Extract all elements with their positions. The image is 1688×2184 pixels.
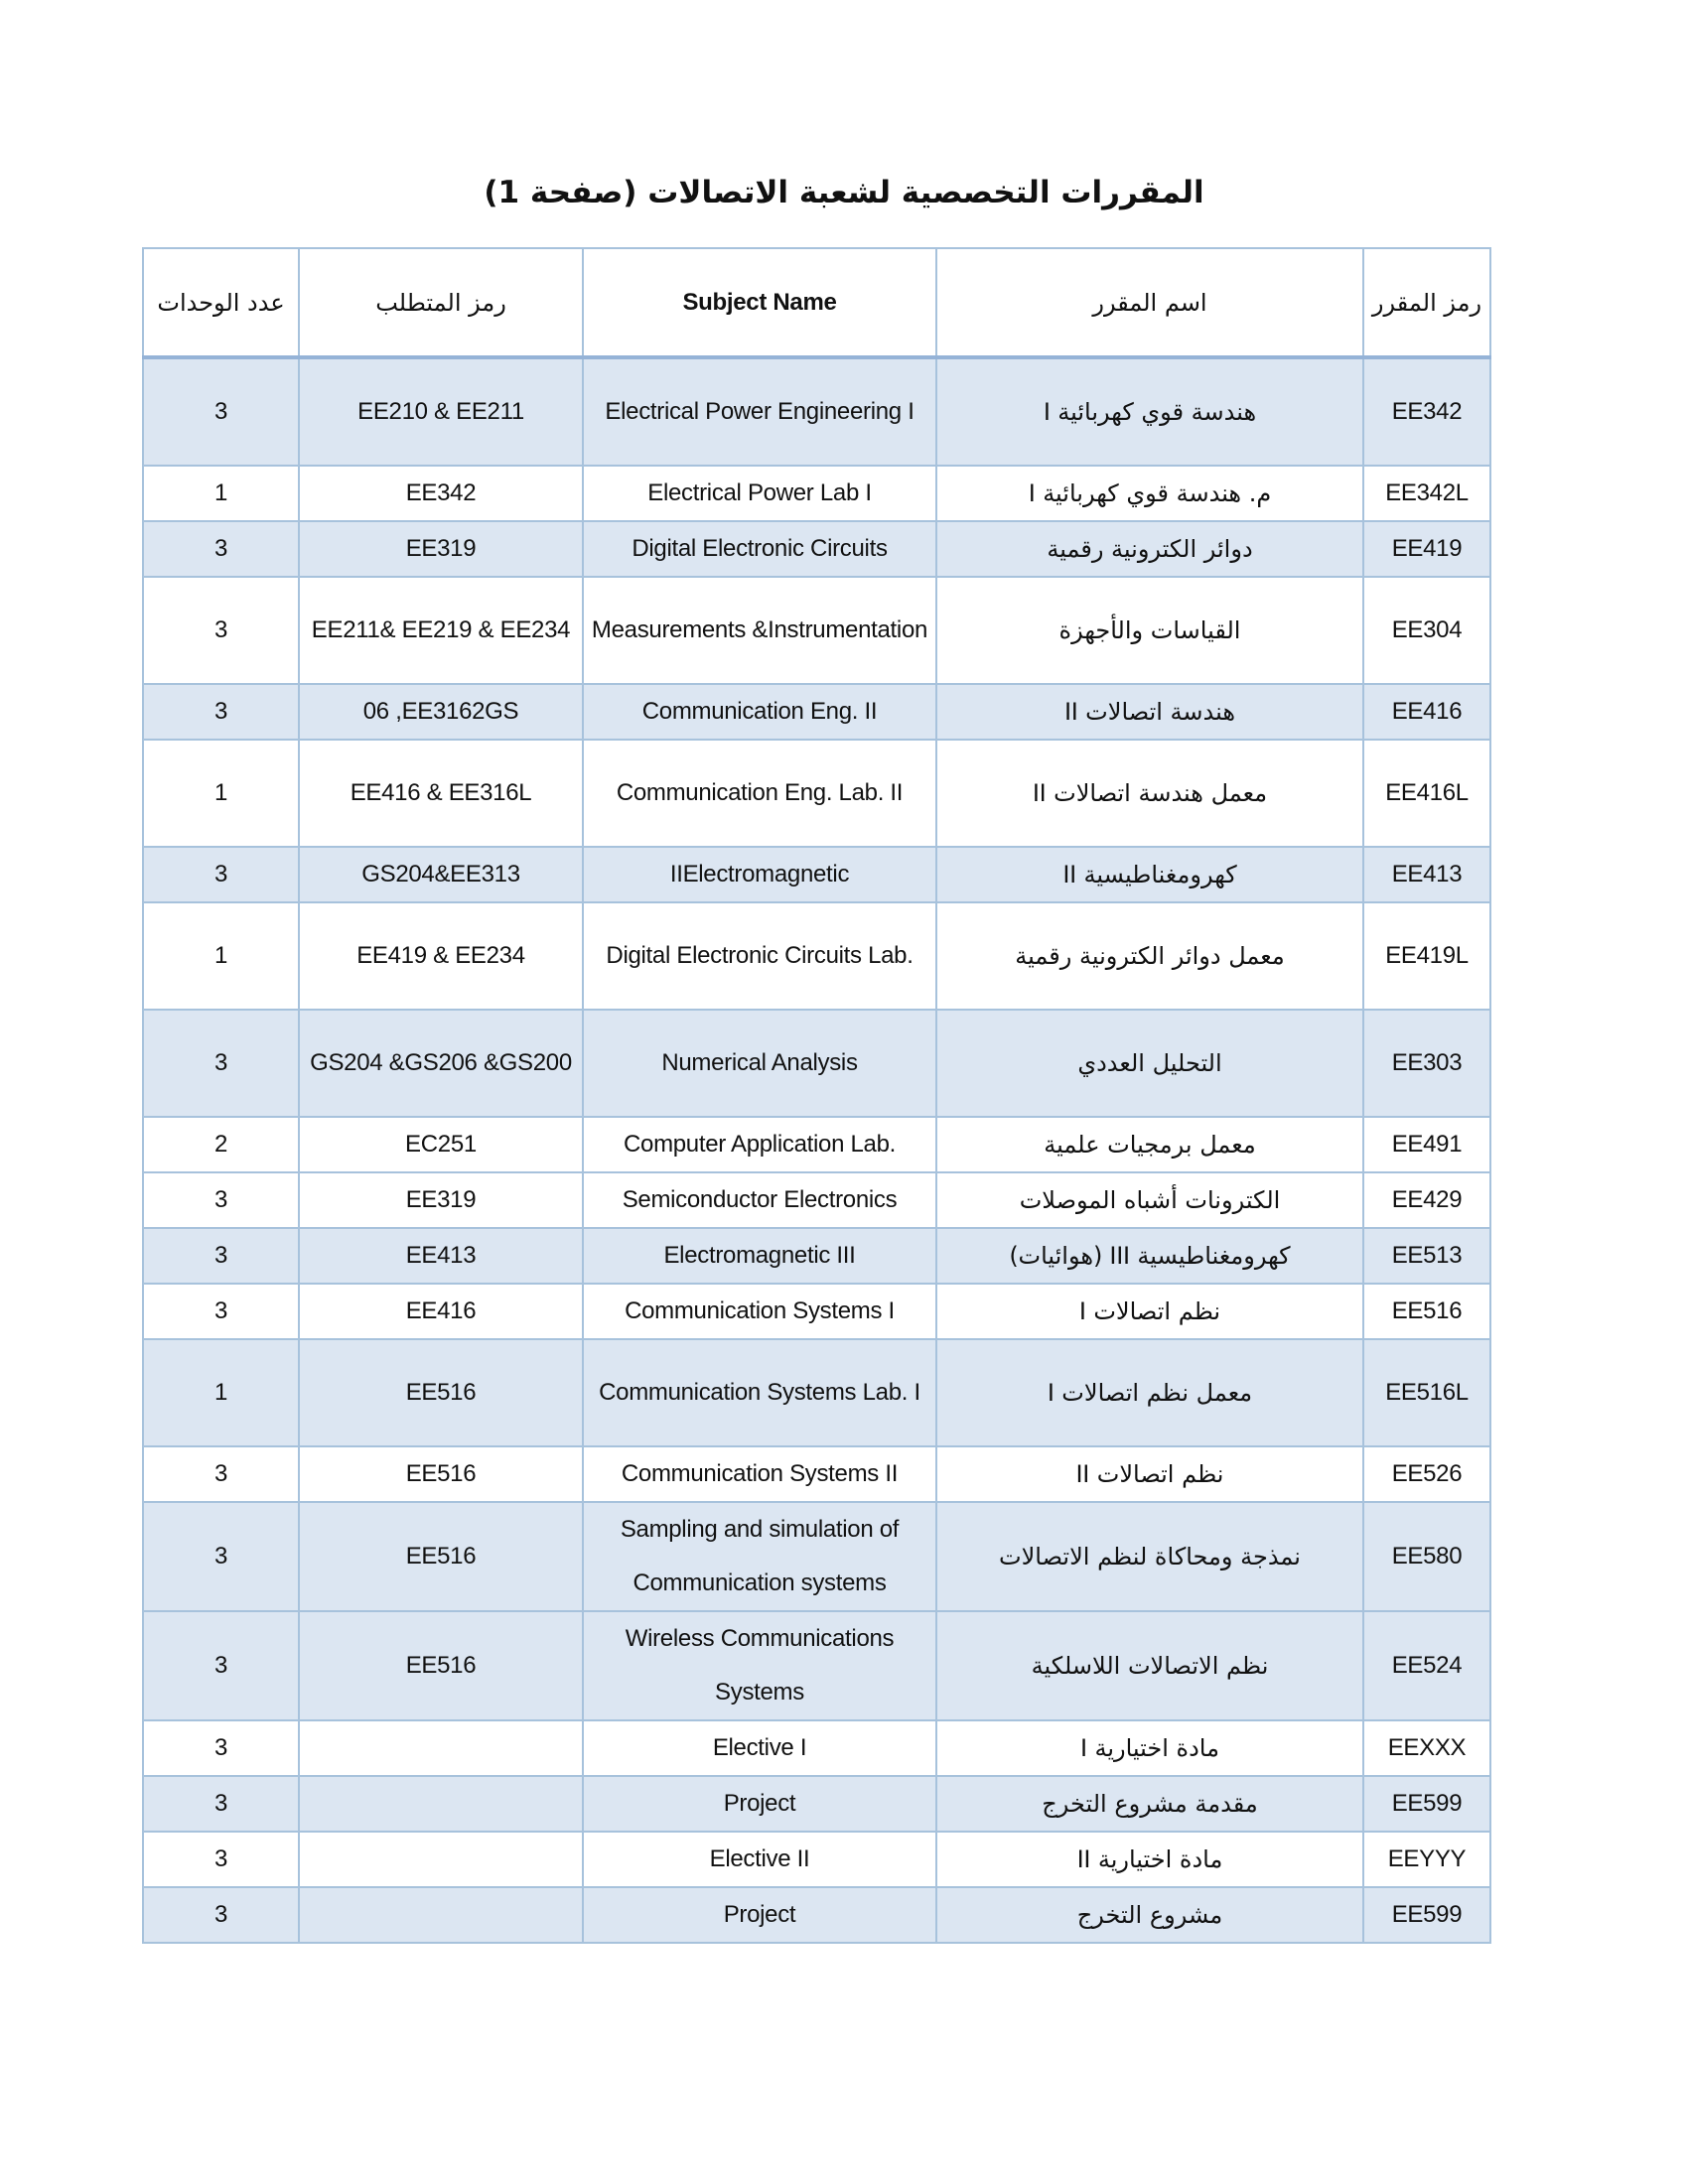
course-name-ar-cell: معمل برمجيات علمية: [936, 1117, 1363, 1172]
units-cell: 3: [143, 1172, 299, 1228]
subject-name-cell: IIElectromagnetic: [583, 847, 936, 902]
units-cell: 3: [143, 1832, 299, 1887]
subject-name-cell: Electrical Power Lab I: [583, 466, 936, 521]
course-code-cell: EE599: [1363, 1776, 1490, 1832]
course-name-ar-cell: دوائر الكترونية رقمية: [936, 521, 1363, 577]
table-row: [143, 1502, 1490, 1611]
subject-name-cell: Elective I: [583, 1720, 936, 1776]
prerequisite-cell: [299, 1776, 583, 1832]
course-name-ar-cell: كهرومغناطيسية II: [936, 847, 1363, 902]
header-prerequisite: رمز المتطلب: [299, 248, 583, 357]
course-code-cell: EE342L: [1363, 466, 1490, 521]
subject-name-cell: Project: [583, 1887, 936, 1943]
units-cell: 3: [143, 1446, 299, 1502]
prerequisite-cell: EE516: [299, 1611, 583, 1720]
courses-table: [142, 247, 1491, 1944]
prerequisite-cell: EE416 & EE316L: [299, 740, 583, 847]
prerequisite-cell: EE413: [299, 1228, 583, 1284]
course-code-cell: EE342: [1363, 357, 1490, 466]
subject-name-cell: Electrical Power Engineering I: [583, 357, 936, 466]
table-row: [143, 1228, 1490, 1284]
units-cell: 3: [143, 521, 299, 577]
table-row: [143, 1117, 1490, 1172]
table-row: [143, 1776, 1490, 1832]
table-row: [143, 357, 1490, 466]
prerequisite-cell: EE211& EE219 & EE234: [299, 577, 583, 684]
subject-name-cell: Project: [583, 1776, 936, 1832]
subject-name-cell: Sampling and simulation of Communication systems: [583, 1502, 936, 1611]
course-name-ar-cell: مشروع التخرج: [936, 1887, 1363, 1943]
course-name-ar-cell: مادة اختيارية I: [936, 1720, 1363, 1776]
subject-name-cell: Numerical Analysis: [583, 1010, 936, 1117]
prerequisite-cell: EE516: [299, 1339, 583, 1446]
subject-name-cell: Electromagnetic III: [583, 1228, 936, 1284]
prerequisite-cell: EE416: [299, 1284, 583, 1339]
course-name-ar-cell: التحليل العددي: [936, 1010, 1363, 1117]
subject-name-cell: Communication Systems II: [583, 1446, 936, 1502]
course-name-ar-cell: هندسة قوي كهربائية I: [936, 357, 1363, 466]
units-cell: 3: [143, 577, 299, 684]
prerequisite-cell: [299, 1887, 583, 1943]
prerequisite-cell: [299, 1832, 583, 1887]
course-name-ar-cell: نظم اتصالات II: [936, 1446, 1363, 1502]
units-cell: 3: [143, 1611, 299, 1720]
table-row: [143, 1172, 1490, 1228]
prerequisite-cell: [299, 1720, 583, 1776]
table-row: [143, 521, 1490, 577]
course-code-cell: EE516: [1363, 1284, 1490, 1339]
prerequisite-cell: GS204&EE313: [299, 847, 583, 902]
course-code-cell: EE413: [1363, 847, 1490, 902]
subject-name-cell: Digital Electronic Circuits: [583, 521, 936, 577]
header-units: عدد الوحدات: [143, 248, 299, 357]
table-row: [143, 1887, 1490, 1943]
course-name-ar-cell: نمذجة ومحاكاة لنظم الاتصالات: [936, 1502, 1363, 1611]
table-row: [143, 902, 1490, 1010]
units-cell: 3: [143, 1502, 299, 1611]
course-name-ar-cell: القياسات والأجهزة: [936, 577, 1363, 684]
header-subject-name: Subject Name: [583, 248, 936, 357]
course-code-cell: EEYYY: [1363, 1832, 1490, 1887]
course-code-cell: EE416: [1363, 684, 1490, 740]
units-cell: 3: [143, 1284, 299, 1339]
prerequisite-cell: 06 ,EE3162GS: [299, 684, 583, 740]
units-cell: 3: [143, 1776, 299, 1832]
units-cell: 1: [143, 1339, 299, 1446]
course-name-ar-cell: هندسة اتصالات II: [936, 684, 1363, 740]
units-cell: 3: [143, 357, 299, 466]
course-code-cell: EE491: [1363, 1117, 1490, 1172]
course-name-ar-cell: معمل نظم اتصالات I: [936, 1339, 1363, 1446]
course-name-ar-cell: مقدمة مشروع التخرج: [936, 1776, 1363, 1832]
units-cell: 1: [143, 740, 299, 847]
units-cell: 3: [143, 1010, 299, 1117]
course-name-ar-cell: م. هندسة قوي كهربائية I: [936, 466, 1363, 521]
prerequisite-cell: EE319: [299, 521, 583, 577]
subject-name-cell: Measurements &Instrumentation: [583, 577, 936, 684]
course-name-ar-cell: معمل دوائر الكترونية رقمية: [936, 902, 1363, 1010]
course-name-ar-cell: نظم اتصالات I: [936, 1284, 1363, 1339]
table-row: [143, 847, 1490, 902]
course-code-cell: EE429: [1363, 1172, 1490, 1228]
units-cell: 1: [143, 902, 299, 1010]
subject-name-cell: Digital Electronic Circuits Lab.: [583, 902, 936, 1010]
units-cell: 1: [143, 466, 299, 521]
prerequisite-cell: EE516: [299, 1446, 583, 1502]
prerequisite-cell: EE419 & EE234: [299, 902, 583, 1010]
prerequisite-cell: EE342: [299, 466, 583, 521]
course-name-ar-cell: نظم الاتصالات اللاسلكية: [936, 1611, 1363, 1720]
course-name-ar-cell: الكترونات أشباه الموصلات: [936, 1172, 1363, 1228]
course-code-cell: EE303: [1363, 1010, 1490, 1117]
subject-name-cell: Semiconductor Electronics: [583, 1172, 936, 1228]
table-row: [143, 1720, 1490, 1776]
subject-name-cell: Communication Eng. Lab. II: [583, 740, 936, 847]
prerequisite-cell: EE210 & EE211: [299, 357, 583, 466]
units-cell: 3: [143, 1720, 299, 1776]
table-row: [143, 1446, 1490, 1502]
course-code-cell: EE416L: [1363, 740, 1490, 847]
units-cell: 2: [143, 1117, 299, 1172]
subject-name-cell: Communication Systems I: [583, 1284, 936, 1339]
table-row: [143, 740, 1490, 847]
units-cell: 3: [143, 1228, 299, 1284]
prerequisite-cell: EC251: [299, 1117, 583, 1172]
subject-name-cell: Computer Application Lab.: [583, 1117, 936, 1172]
table-row: [143, 1284, 1490, 1339]
table-row: [143, 1832, 1490, 1887]
course-name-ar-cell: مادة اختيارية II: [936, 1832, 1363, 1887]
course-code-cell: EE599: [1363, 1887, 1490, 1943]
subject-name-cell: Communication Systems Lab. I: [583, 1339, 936, 1446]
course-code-cell: EE419L: [1363, 902, 1490, 1010]
header-course-name-ar: اسم المقرر: [936, 248, 1363, 357]
table-row: [143, 466, 1490, 521]
table-row: [143, 1611, 1490, 1720]
prerequisite-cell: GS204 &GS206 &GS200: [299, 1010, 583, 1117]
course-name-ar-cell: كهرومغناطيسية III (هوائيات): [936, 1228, 1363, 1284]
course-code-cell: EE513: [1363, 1228, 1490, 1284]
course-code-cell: EEXXX: [1363, 1720, 1490, 1776]
units-cell: 3: [143, 684, 299, 740]
table-row: [143, 1339, 1490, 1446]
subject-name-cell: Wireless Communications Systems: [583, 1611, 936, 1720]
units-cell: 3: [143, 847, 299, 902]
units-cell: 3: [143, 1887, 299, 1943]
course-code-cell: EE419: [1363, 521, 1490, 577]
prerequisite-cell: EE516: [299, 1502, 583, 1611]
course-code-cell: EE304: [1363, 577, 1490, 684]
subject-name-cell: Communication Eng. II: [583, 684, 936, 740]
page-title: المقررات التخصصية لشعبة الاتصالات (صفحة 1): [484, 175, 1204, 210]
table-row: [143, 684, 1490, 740]
subject-name-cell: Elective II: [583, 1832, 936, 1887]
table-row: [143, 1010, 1490, 1117]
table-header-row: [143, 248, 1490, 357]
course-code-cell: EE580: [1363, 1502, 1490, 1611]
course-code-cell: EE524: [1363, 1611, 1490, 1720]
header-course-code: رمز المقرر: [1363, 248, 1490, 357]
course-code-cell: EE526: [1363, 1446, 1490, 1502]
prerequisite-cell: EE319: [299, 1172, 583, 1228]
course-code-cell: EE516L: [1363, 1339, 1490, 1446]
table-row: [143, 577, 1490, 684]
course-name-ar-cell: معمل هندسة اتصالات II: [936, 740, 1363, 847]
